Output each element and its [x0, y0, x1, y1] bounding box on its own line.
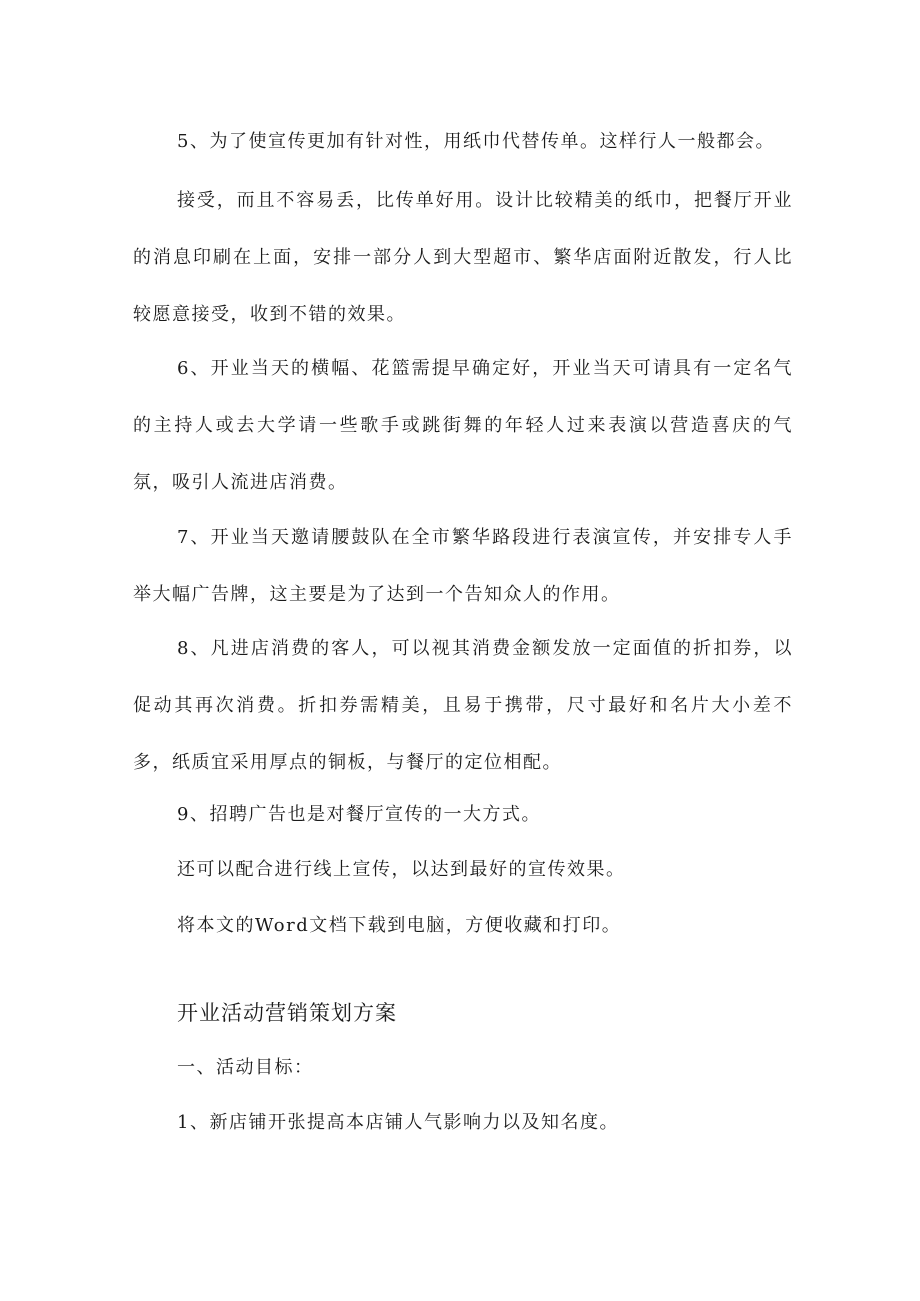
- paragraph-online-promotion: 还可以配合进行线上宣传，以达到最好的宣传效果。: [177, 859, 626, 880]
- paragraph-item-9: 9、招聘广告也是对餐厅宣传的一大方式。: [177, 804, 541, 825]
- section-item-1: 1、新店铺开张提高本店铺人气影响力以及知名度。: [177, 1112, 619, 1133]
- section-subtitle: 一、活动目标：: [177, 1057, 314, 1078]
- section-title: 开业活动营销策划方案: [177, 1001, 397, 1025]
- paragraph-item-5-continued: 接受，而且不容易丢，比传单好用。设计比较精美的纸巾，把餐厅开业的消息印刷在上面，安排一部分人到大型超市、繁华店面附近散发，行人比较愿意接受，收到不错的效果。: [133, 190, 793, 325]
- paragraph-item-7: 7、开业当天邀请腰鼓队在全市繁华路段进行表演宣传，并安排专人手举大幅广告牌，这主要是为了达到一个告知众人的作用。: [133, 527, 793, 605]
- paragraph-download-note: 将本文的Word文档下载到电脑，方便收藏和打印。: [177, 915, 622, 936]
- paragraph-item-8: 8、凡进店消费的客人，可以视其消费金额发放一定面值的折扣券，以促动其再次消费。折扣券需精美，且易于携带，尺寸最好和名片大小差不多，纸质宜采用厚点的铜板，与餐厅的定位相配。: [133, 638, 793, 773]
- paragraph-item-6: 6、开业当天的横幅、花篮需提早确定好，开业当天可请具有一定名气的主持人或去大学请一些歌手或跳街舞的年轻人过来表演以营造喜庆的气氛，吸引人流进店消费。: [133, 358, 793, 493]
- paragraph-item-5: 5、为了使宣传更加有针对性，用纸巾代替传单。这样行人一般都会。: [177, 131, 775, 152]
